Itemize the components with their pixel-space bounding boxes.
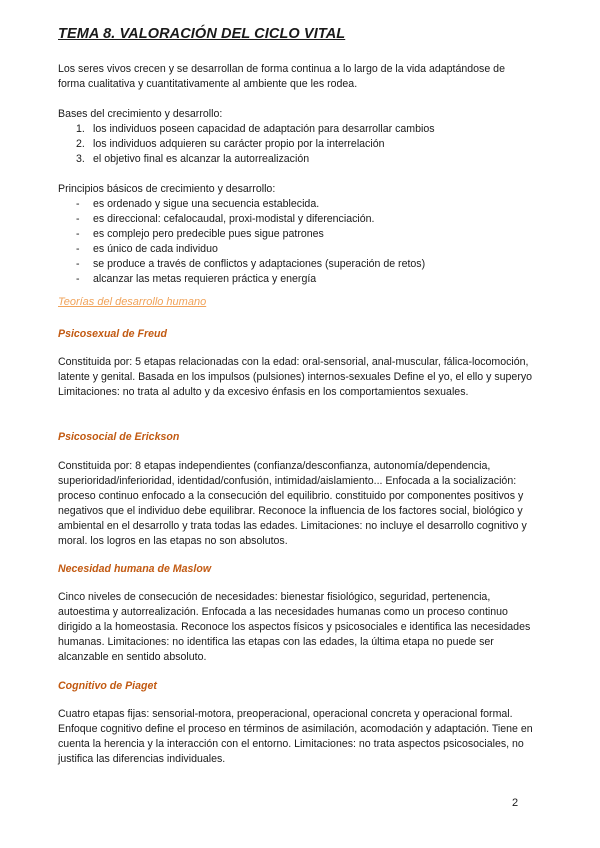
principios-heading: Principios básicos de crecimiento y desarrollo: xyxy=(58,183,276,195)
bases-list xyxy=(58,122,435,167)
list-item: - alcanzar las metas requieren práctica y energía xyxy=(76,273,317,285)
maslow-paragraph: Cinco niveles de consecución de necesidades: bienestar fisiológico, seguridad, pertenencia, autoestima y autorrealización. Enfocada a las necesidades humanas como un proceso continuo dirigido a la homeostasia. Reconoce los aspectos físicos y psicosociales e identifica las necesidades humanas. Limitaciones: no identifica las etapas con las edades, la última etapa no puede ser alcanzable en sentido absoluto. xyxy=(58,591,531,663)
freud-heading: Psicosexual de Freud xyxy=(58,328,167,340)
list-dash: - xyxy=(76,228,80,240)
bases-heading: Bases del crecimiento y desarrollo: xyxy=(58,108,223,120)
list-number: 3. xyxy=(76,153,85,165)
list-dash: - xyxy=(76,273,80,285)
list-number: 1. xyxy=(76,123,85,135)
document-title: TEMA 8. VALORACIÓN DEL CICLO VITAL xyxy=(58,26,346,42)
list-item: - es ordenado y sigue una secuencia establecida. xyxy=(76,198,320,210)
list-number: 2. xyxy=(76,138,85,150)
list-item: - es único de cada individuo xyxy=(76,243,218,255)
list-item: - es direccional: cefalocaudal, proxi-modistal y diferenciación. xyxy=(76,213,375,225)
freud-paragraph: Constituida por: 5 etapas relacionadas con la edad: oral-sensorial, anal-muscular, fálica-locomoción, latente y genital. Basada en los impulsos (pulsiones) internos-sexuales Define el yo, el ello y superyo Limitaciones: no trata al adulto y da excesivo énfasis en los comportamientos sexuales. xyxy=(58,356,533,398)
list-dash: - xyxy=(76,213,80,225)
list-item: 3. el objetivo final es alcanzar la autorrealización xyxy=(76,153,310,165)
list-item: 1. los individuos poseen capacidad de adaptación para desarrollar cambios xyxy=(76,123,435,135)
piaget-paragraph: Cuatro etapas fijas: sensorial-motora, preoperacional, operacional concreta y operacional formal. Enfoque cognitivo define el proceso en términos de asimilación, acomodación y adaptación. Tiene en cuenta la herencia y la interacción con el entorno. Limitaciones: no trata aspectos psicosociales, no justifica las diferencias individuales. xyxy=(58,708,533,765)
list-dash: - xyxy=(76,258,80,270)
maslow-heading: Necesidad humana de Maslow xyxy=(58,563,212,575)
page-number: 2 xyxy=(512,797,519,809)
list-item: - es complejo pero predecible pues sigue patrones xyxy=(76,228,324,240)
teorias-section-title[interactable]: Teorías del desarrollo humano xyxy=(58,296,207,308)
intro-paragraph: Los seres vivos crecen y se desarrollan de forma continua a lo largo de la vida adaptándose de forma cualitativa y cuantitativamente al ambiente que les rodea. xyxy=(58,63,505,90)
list-item: 2. los individuos adquieren su carácter propio por la interrelación xyxy=(76,138,385,150)
list-dash: - xyxy=(76,243,80,255)
list-dash: - xyxy=(76,198,80,210)
list-item: - se produce a través de conflictos y adaptaciones (superación de retos) xyxy=(76,258,426,270)
erickson-paragraph: Constituida por: 8 etapas independientes (confianza/desconfianza, autonomía/dependencia, superioridad/inferioridad, identidad/confusión, intimidad/aislamiento... Enfocada a la socialización: proceso continuo enfocado a la consecución del equilibrio. constituido por componentes positivos y negativos que el individuo debe equilibrar. Reconoce la influencia de los factores social, biológico y ambiental en el desarrollo y trata todas las edades. Limitaciones: no incluye el desarrollo cognitivo y moral. los logros en las etapas no son absolutos. xyxy=(58,460,527,547)
erickson-heading: Psicosocial de Erickson xyxy=(58,431,180,443)
principios-list xyxy=(58,197,425,287)
piaget-heading: Cognitivo de Piaget xyxy=(58,680,157,692)
